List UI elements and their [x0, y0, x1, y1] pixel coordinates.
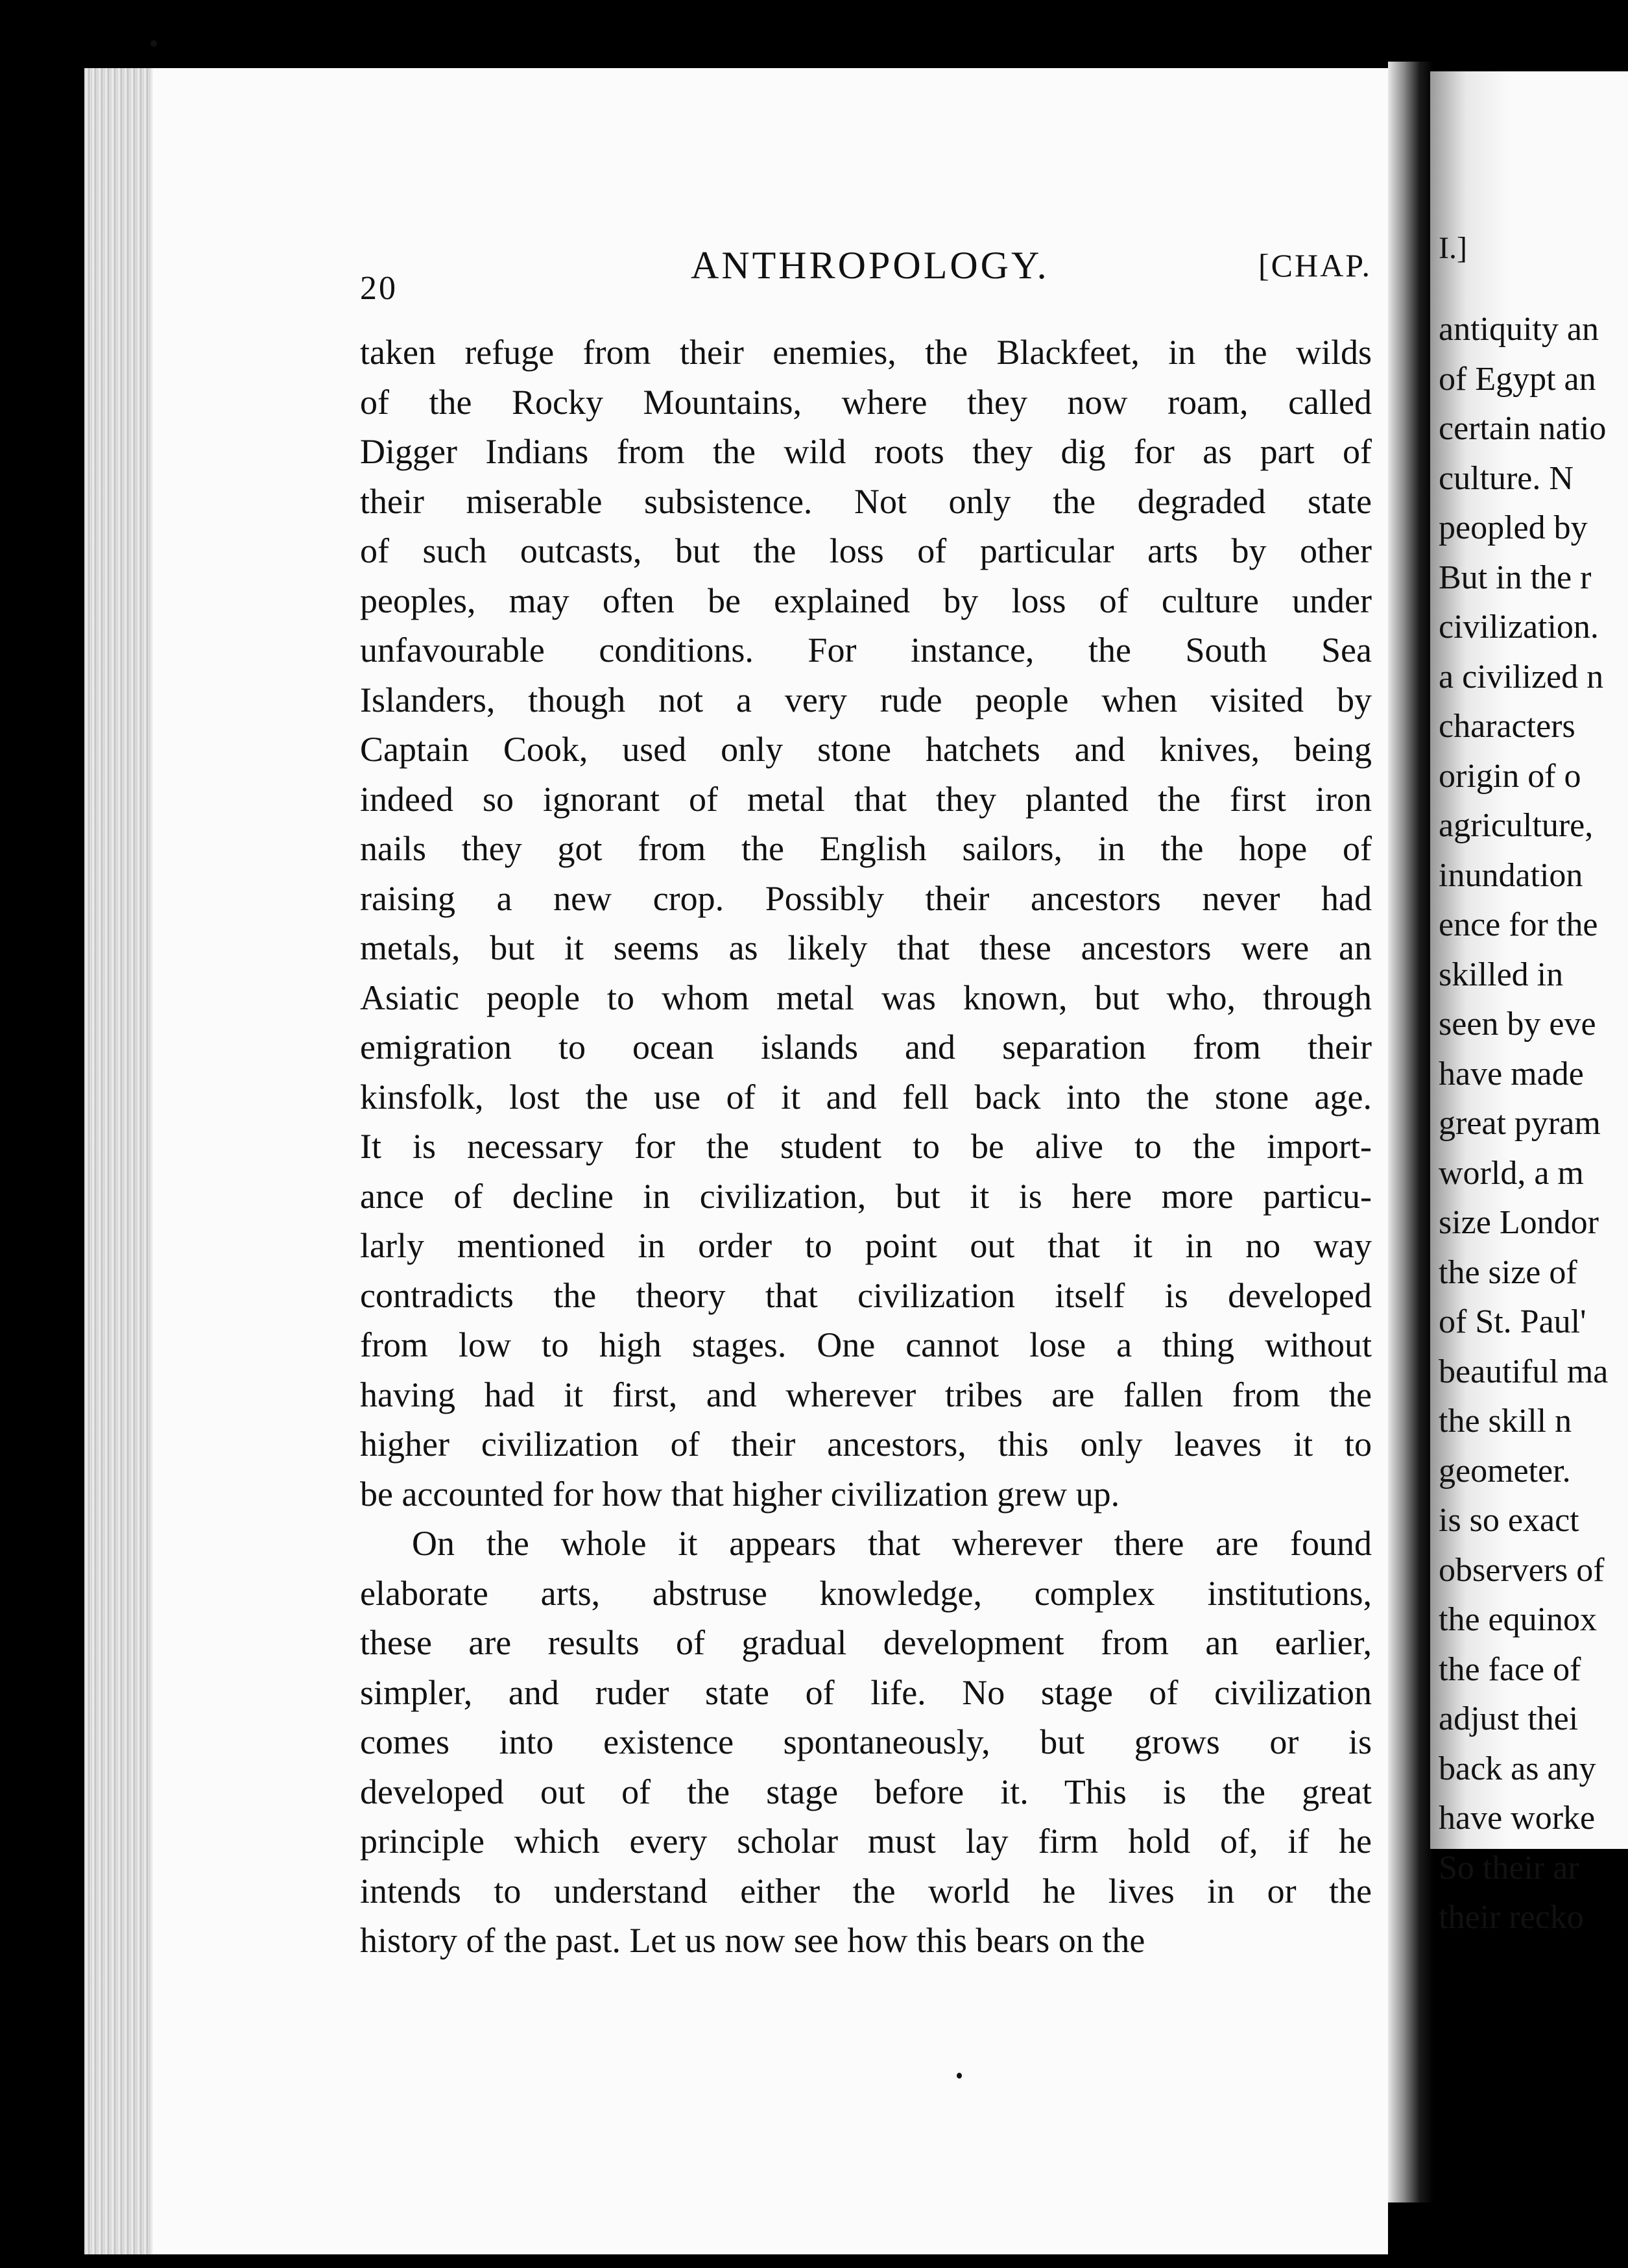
text-line: emigration to ocean islands and separation from their: [360, 1028, 1372, 1067]
text-line: of St. Paul': [1439, 1303, 1586, 1340]
text-line: adjust thei: [1439, 1700, 1579, 1737]
book-gutter: [1388, 62, 1433, 2202]
text-line: world, a m: [1439, 1154, 1584, 1192]
text-line: On the whole it appears that wherever there are found: [412, 1524, 1372, 1563]
text-line: kinsfolk, lost the use of it and fell back into the stone age.: [360, 1077, 1372, 1116]
text-line: seen by eve: [1439, 1006, 1596, 1043]
text-line: elaborate arts, abstruse knowledge, complex institutions,: [360, 1573, 1372, 1613]
text-line: have worke: [1439, 1800, 1596, 1837]
text-line: of Egypt an: [1439, 360, 1596, 398]
text-line: history of the past. Let us now see how this bears on the: [360, 1921, 1145, 1960]
text-line: these are results of gradual development from an earlier,: [360, 1623, 1372, 1662]
book-page-edges: [84, 68, 156, 2254]
text-line: is so exact: [1439, 1502, 1579, 1539]
text-line: back as any: [1439, 1750, 1596, 1787]
text-line: Captain Cook, used only stone hatchets and knives, being: [360, 730, 1372, 769]
ink-speck: [957, 2073, 962, 2079]
text-line: larly mentioned in order to point out that it in no way: [360, 1226, 1372, 1265]
text-line: indeed so ignorant of metal that they planted the first iron: [360, 779, 1372, 819]
text-line: It is necessary for the student to be alive to the import-: [360, 1127, 1372, 1166]
text-line: ence for the: [1439, 906, 1598, 943]
text-line: skilled in: [1439, 956, 1564, 993]
text-line: have made: [1439, 1055, 1584, 1092]
text-line: Islanders, though not a very rude people when visited by: [360, 680, 1372, 719]
text-line: great pyram: [1439, 1105, 1601, 1142]
text-line: simpler, and ruder state of life. No stage of civilization: [360, 1672, 1372, 1712]
text-line: raising a new crop. Possibly their ancestors never had: [360, 878, 1372, 918]
text-line: the skill n: [1439, 1403, 1572, 1440]
text-line: of the Rocky Mountains, where they now roam, called: [360, 382, 1372, 422]
text-line: their recko: [1439, 1899, 1584, 1936]
text-line: comes into existence spontaneously, but grows or is: [360, 1722, 1372, 1761]
running-title: ANTHROPOLOGY.: [691, 244, 1049, 287]
chapter-mark: [CHAP.: [1258, 247, 1372, 284]
right-page-chapter-mark: I.]: [1439, 231, 1467, 265]
text-line: certain natio: [1439, 410, 1607, 447]
text-line: intends to understand either the world he lives in or the: [360, 1871, 1372, 1911]
text-line: contradicts the theory that civilization itself is developed: [360, 1275, 1372, 1315]
text-line: origin of o: [1439, 757, 1581, 795]
text-line: beautiful ma: [1439, 1353, 1609, 1390]
page-header: [360, 243, 1372, 307]
text-line: agriculture,: [1439, 807, 1594, 844]
text-line: But in the r: [1439, 559, 1592, 596]
text-line: geometer.: [1439, 1452, 1571, 1490]
text-line: developed out of the stage before it. This is the great: [360, 1772, 1372, 1811]
text-line: a civilized n: [1439, 658, 1604, 695]
text-line: antiquity an: [1439, 311, 1599, 348]
text-line: be accounted for how that higher civilization grew up.: [360, 1474, 1120, 1514]
left-page-body-text: [360, 328, 1372, 1966]
text-line: peoples, may often be explained by loss of culture under: [360, 581, 1372, 620]
text-line: peopled by: [1439, 509, 1588, 546]
text-line: of such outcasts, but the loss of particular arts by other: [360, 531, 1372, 570]
text-line: having had it first, and wherever tribes are fallen from the: [360, 1375, 1372, 1414]
text-line: characters: [1439, 708, 1575, 745]
right-page-body-text: [1439, 305, 1628, 1943]
text-line: from low to high stages. One cannot lose a thing without: [360, 1325, 1372, 1364]
text-line: So their ar: [1439, 1849, 1579, 1887]
text-line: ance of decline in civilization, but it is here more particu-: [360, 1176, 1372, 1216]
text-line: culture. N: [1439, 459, 1574, 497]
page-number: 20: [360, 270, 398, 307]
text-line: Asiatic people to whom metal was known, but who, through: [360, 978, 1372, 1017]
text-line: the size of: [1439, 1253, 1577, 1291]
text-line: Digger Indians from the wild roots they dig for as part of: [360, 432, 1372, 471]
text-line: the equinox: [1439, 1601, 1598, 1638]
text-line: civilization.: [1439, 609, 1599, 645]
text-line: observers of: [1439, 1551, 1605, 1589]
text-line: inundation: [1439, 856, 1583, 894]
text-line: principle which every scholar must lay firm hold of, if he: [360, 1822, 1372, 1861]
text-line: unfavourable conditions. For instance, the South Sea: [360, 631, 1372, 670]
text-line: their miserable subsistence. Not only the degraded state: [360, 481, 1372, 521]
text-line: taken refuge from their enemies, the Blackfeet, in the wilds: [360, 333, 1372, 372]
text-line: nails they got from the English sailors, in the hope of: [360, 829, 1372, 868]
text-line: the face of: [1439, 1650, 1581, 1688]
text-line: metals, but it seems as likely that these ancestors were an: [360, 928, 1372, 967]
text-line: size Londor: [1439, 1204, 1599, 1241]
ink-speck: [150, 40, 157, 47]
text-line: higher civilization of their ancestors, this only leaves it to: [360, 1425, 1372, 1464]
